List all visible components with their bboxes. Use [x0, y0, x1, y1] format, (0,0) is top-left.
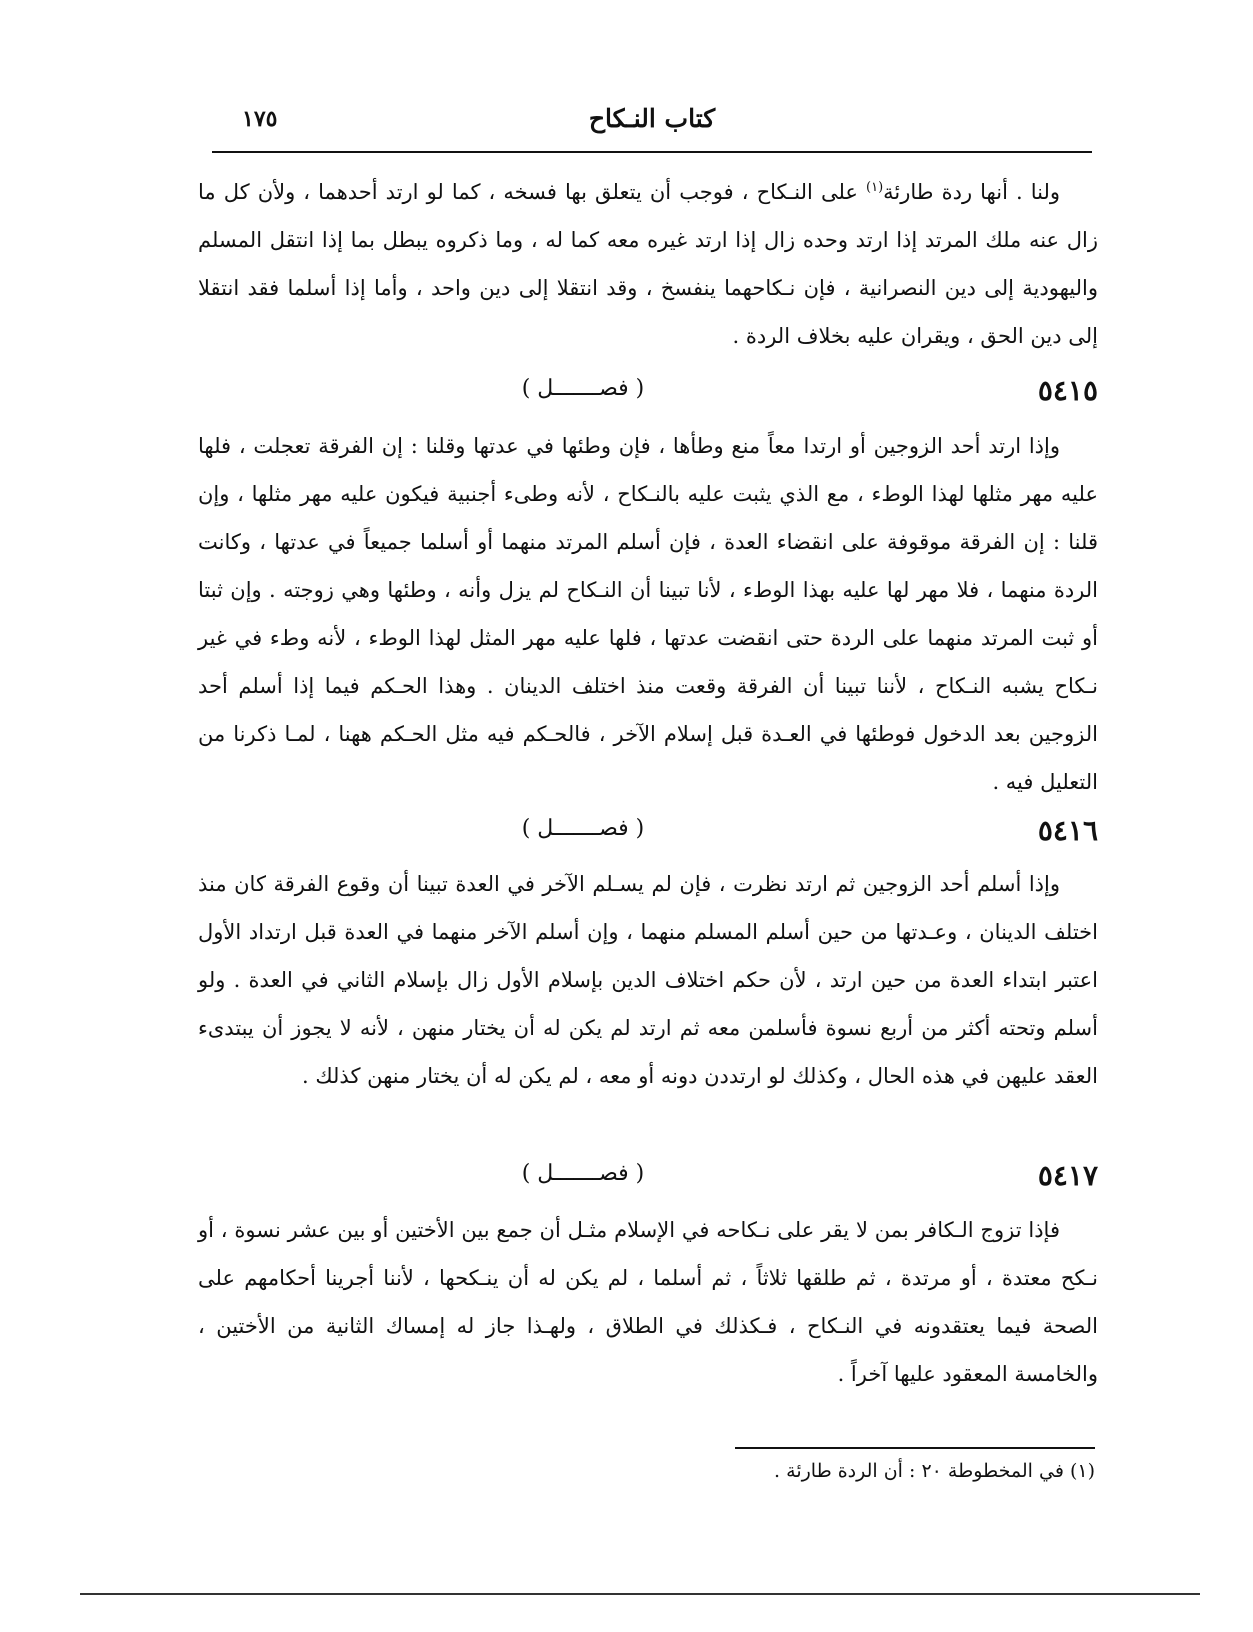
scan-bottom-line: [80, 1593, 1200, 1595]
section-5416-paragraph: [198, 860, 1098, 1100]
section-heading-5415: [198, 372, 1098, 416]
section-heading-5417: [198, 1157, 1098, 1201]
header-rule: [212, 151, 1092, 153]
section-title: ( فصـــــــل ): [521, 816, 645, 841]
page-header: [212, 100, 1092, 150]
intro-text-part1: ولنا . أنها ردة طارئة: [883, 180, 1061, 204]
intro-paragraph: [198, 168, 1098, 360]
intro-text-part2: على النـكاح ، فوجب أن يتعلق بها فسخه ، كما لو ارتد أحدهما ، ولأن كل ما زال عنه ملك المرتد إذا ارتد وحده زال إذا ارتد غيره معه كما له ، وما ذكروه يبطل بما إذا انتقل المسلم واليهودية إلى دين النصرانية ، فإن نـكاحهما ينفسخ ، وقد انتقلا إلى دين واحد ، وأما إذا أسلما فقد انتقلا إلى دين الحق ، ويقران عليه بخلاف الردة .: [198, 180, 1098, 348]
section-text: وإذا أسلم أحد الزوجين ثم ارتد نظرت ، فإن لم يسـلم الآخر في العدة تبينا أن وقوع الفرقة كان منذ اختلف الدينان ، وعـدتها من حين أسلم المسلم منهما ، وإن أسلم الآخر منهما في العدة قبل ارتداد الأول اعتبر ابتداء العدة من حين ارتد ، لأن حكم اختلاف الدين بإسلام الأول زال بإسلام الثاني في العدة . ولو أسلم وتحته أكثر من أربع نسوة فأسلمن معه ثم ارتد لم يكن له أن يختار منهن ، لأنه لا يجوز أن يبتدىء العقد عليهن في هذه الحال ، وكذلك لو ارتددن دونه أو معه ، لم يكن له أن يختار منهن كذلك .: [198, 872, 1098, 1088]
section-text: وإذا ارتد أحد الزوجين أو ارتدا معاً منع وطأها ، فإن وطئها في عدتها وقلنا : إن الفرقة تعجلت ، فلها عليه مهر مثلها لهذا الوطء ، مع الذي يثبت عليه بالنـكاح ، لأنه وطىء أجنبية فيكون عليه مهر مثلها ، وإن قلنا : إن الفرقة موقوفة على انقضاء العدة ، فإن أسلم المرتد منهما أو أسلما جميعاً في عدتها ، وكانت الردة منهما ، فلا مهر لها عليه بهذا الوطء ، لأنا تبينا أن النـكاح لم يزل وأنه ، وطئها وهي زوجته . وإن ثبتا أو ثبت المرتد منهما على الردة حتى انقضت عدتها ، فلها عليه مهر المثل لهذا الوطء ، لأنه وطء في غير نـكاح يشبه النـكاح ، لأننا تبينا أن الفرقة وقعت منذ اختلف الدينان . وهذا الحـكم فيما إذا أسلم أحد الزوجين بعد الدخول فوطئها في العـدة قبل إسلام الآخر ، فالحـكم فيه مثل الحـكم ههنا ، لمـا ذكرنا من التعليل فيه .: [198, 434, 1098, 794]
page-number: ١٧٥: [242, 106, 278, 132]
section-title: ( فصـــــــل ): [521, 1161, 645, 1186]
footnote-rule: [735, 1447, 1095, 1449]
section-title: ( فصـــــــل ): [521, 376, 645, 401]
section-number: ٥٤١٧: [1037, 1159, 1098, 1192]
footnote: (١) في المخطوطة ٢٠ : أن الردة طارئة .: [774, 1460, 1095, 1482]
footnote-marker: (١): [866, 180, 884, 195]
section-5417-paragraph: [198, 1206, 1098, 1398]
section-text: فإذا تزوج الـكافر بمن لا يقر على نـكاحه في الإسلام مثـل أن جمع بين الأختين أو بين عشر نسوة ، أو نـكح معتدة ، أو مرتدة ، ثم طلقها ثلاثاً ، ثم أسلما ، لم يكن له أن ينـكحها ، لأننا أجرينا أحكامهم على الصحة فيما يعتقدونه في النـكاح ، فـكذلك في الطلاق ، ولهـذا جاز له إمساك الثانية من الأختين ، والخامسة المعقود عليها آخراً .: [198, 1218, 1098, 1386]
section-number: ٥٤١٦: [1037, 814, 1098, 847]
section-number: ٥٤١٥: [1037, 374, 1098, 407]
section-heading-5416: [198, 812, 1098, 856]
section-5415-paragraph: [198, 422, 1098, 806]
running-title: كتاب النـكاح: [588, 104, 716, 133]
